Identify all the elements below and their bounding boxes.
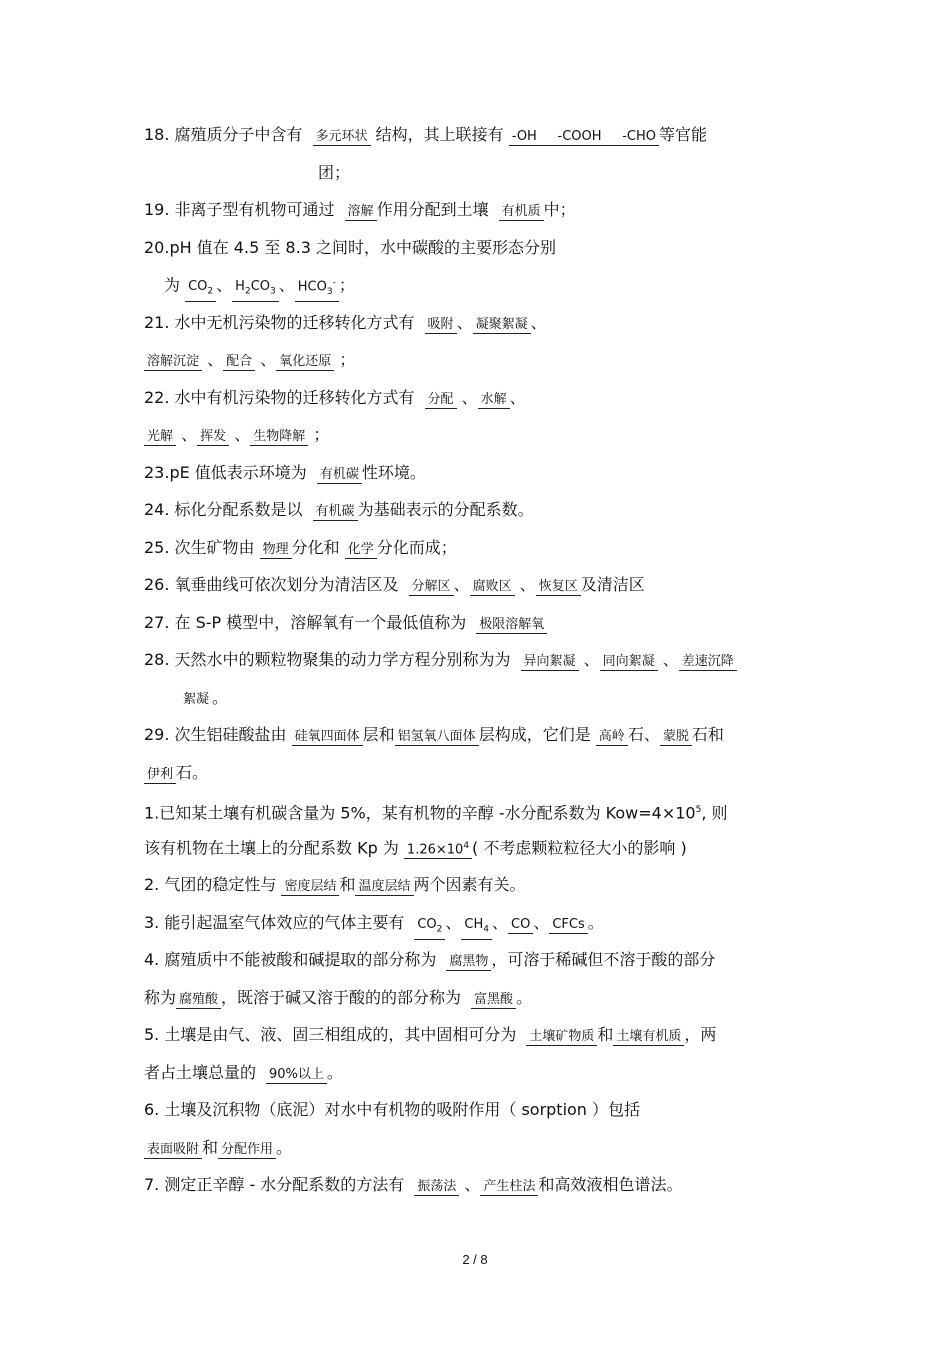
q21-line2: 溶解沉淀 、 配合 、 氧化还原 ； [144, 350, 820, 371]
answer-blank: 硅氧四面体 [292, 728, 363, 746]
answer-blank: 分配 [425, 391, 457, 409]
p2-q6-line1: 6. 土壤及沉积物（底泥）对水中有机物的吸附作用（ sorption ）包括 [144, 1100, 641, 1119]
answer-blank: 同向絮凝 [600, 653, 658, 671]
answer-blank: 凝聚絮凝 [473, 316, 531, 334]
answer-blank: 溶解沉淀 [144, 353, 202, 371]
answer-blank: 有机碳 [317, 466, 362, 484]
q28-line2: 絮凝 。 [180, 688, 820, 708]
answer-blank: 温度层结 [355, 878, 413, 896]
answer-blank: 90%以上 [266, 1066, 327, 1084]
answer-blank: 恢复区 [536, 578, 581, 596]
p2-q2: 2. 气团的稳定性与 密度层结 和 温度层结 两个因素有关。 [144, 875, 526, 894]
q19: 19. 非离子型有机物可通过 溶解 作用分配到土壤 有机质 中； [144, 200, 576, 219]
answer-blank: $HCO_3^-$ [295, 275, 339, 302]
answer-blank: CFCs [549, 916, 587, 934]
answer-blank: 溶解 [345, 203, 377, 221]
p2-q5-line2: 者占土壤总量的 90%以上 。 [144, 1063, 343, 1082]
p2-q4-line2: 称为 腐殖酸 ，既溶于碱又溶于酸的的部分称为 富黑酸 。 [144, 988, 533, 1007]
answer-blank: $CO_2$ [414, 916, 445, 940]
p2-q4-line1: 4. 腐殖质中不能被酸和碱提取的部分称为 腐黑物 ，可溶于稀碱但不溶于酸的部分 [144, 950, 716, 969]
q18-line1: 18. 腐殖质分子中含有 多元环状 结构，其上联接有 -OH -COOH -CHO 等官能 [144, 125, 707, 144]
answer-blank: 挥发 [197, 428, 229, 446]
q27: 27. 在 S-P 模型中，溶解氧有一个最低值称为 极限溶解氧 [144, 613, 820, 634]
q21-line1: 21. 水中无机污染物的迁移转化方式有 吸附 、 凝聚絮凝 、 [144, 313, 547, 332]
answer-blank: 絮凝 [183, 692, 210, 707]
page-number: 2 / 8 [462, 1252, 488, 1267]
q18-line2: 团； [318, 163, 351, 182]
answer-blank: 极限溶解氧 [476, 616, 547, 634]
answer-blank: $1.26\times 10^4$ [404, 838, 472, 859]
answer-blank: $CO_2$ [185, 278, 216, 302]
answer-blank: 物理 [260, 541, 292, 559]
q29-line1: 29. 次生铝硅酸盐由 硅氧四面体 层和 铝氢氧八面体 层构成，它们是 高岭 石、 蒙脱 石和 [144, 725, 724, 744]
answer-blank: 有机质 [499, 203, 544, 221]
answer-blank: 异向絮凝 [521, 653, 579, 671]
answer-blank: 光解 [144, 428, 176, 446]
answer-blank: 分解区 [409, 578, 454, 596]
answer-blank: 蒙脱 [660, 728, 692, 746]
answer-blank: 振荡法 [414, 1178, 459, 1196]
answer-blank: 富黑酸 [471, 991, 516, 1009]
answer-blank: 配合 [223, 353, 255, 371]
answer-blank: 铝氢氧八面体 [395, 728, 479, 746]
p2-q3: 3. 能引起温室气体效应的气体主要有 $CO_2$ 、 $CH_4$ 、 CO 、 CFCs 。 [144, 913, 820, 940]
q28-line1: 28. 天然水中的颗粒物聚集的动力学方程分别称为为 异向絮凝 、 同向絮凝 、 差速沉降 [144, 650, 820, 671]
answer-blank: 水解 [478, 391, 510, 409]
answer-blank: 生物降解 [250, 428, 308, 446]
answer-blank: 差速沉降 [679, 653, 737, 671]
answer-blank: 腐黑物 [446, 953, 491, 971]
answer-blank: $CH_4$ [461, 916, 492, 940]
q24: 24. 标化分配系数是以 有机碳 为基础表示的分配系数。 [144, 500, 534, 519]
p2-q1-line2: 该有机物在土壤上的分配系数 Kp 为 $1.26\times 10^4$ ( 不考虑颗粒粒径大小的影响 ) [144, 838, 687, 858]
answer-blank: 氧化还原 [276, 353, 334, 371]
answer-blank: 有机碳 [313, 503, 358, 521]
p2-q6-line2: 表面吸附 和 分配作用 。 [144, 1138, 820, 1159]
p2-q5-line1: 5. 土壤是由气、液、固三相组成的，其中固相可分为 土壤矿物质 和 土壤有机质 ，两 [144, 1025, 717, 1044]
answer-blank: 化学 [345, 541, 377, 559]
answer-blank: 土壤有机质 [613, 1028, 684, 1046]
answer-blank: 分配作用 [218, 1141, 276, 1159]
answer-blank: 腐殖酸 [176, 991, 221, 1009]
answer-blank: CO [508, 916, 533, 934]
q20-line2: 为 $CO_2$ 、 $H_2CO_3$ 、 $HCO_3^-$ ； [164, 275, 820, 302]
q25: 25. 次生矿物由 物理 分化和 化学 分化而成； [144, 538, 457, 557]
answer-blank: 土壤矿物质 [526, 1028, 597, 1046]
q29-line2: 伊利 石。 [144, 763, 820, 784]
q26: 26. 氧垂曲线可依次划分为清洁区及 分解区 、 腐败区 、 恢复区 及清洁区 [144, 575, 645, 594]
answer-blank: 吸附 [425, 316, 457, 334]
p2-q7: 7. 测定正辛醇 - 水分配系数的方法有 振荡法 、 产生柱法 和高效液相色谱法。 [144, 1175, 683, 1194]
q20-line1: 20.pH 值在 4.5 至 8.3 之间时，水中碳酸的主要形态分别 [144, 238, 556, 257]
answer-blank: 产生柱法 [480, 1178, 538, 1196]
q23: 23.pE 值低表示环境为 有机碳 性环境。 [144, 463, 426, 482]
q22-line1: 22. 水中有机污染物的迁移转化方式有 分配 、 水解 、 [144, 388, 526, 407]
answer-blank: 高岭 [596, 728, 628, 746]
answer-blank: 多元环状 [313, 128, 371, 146]
p2-q1-line1: 1.已知某土壤有机碳含量为 5%，某有机物的辛醇 -水分配系数为 $Kow=4\times 10^5$, 则 [144, 803, 728, 823]
answer-blank: $H_2CO_3$ [232, 278, 279, 302]
answer-blank: 伊利 [144, 766, 176, 784]
answer-blank: -OH -COOH -CHO [509, 128, 659, 146]
answer-blank: 腐败区 [470, 578, 515, 596]
answer-blank: 表面吸附 [144, 1141, 202, 1159]
answer-blank: 密度层结 [281, 878, 339, 896]
q22-line2: 光解 、 挥发 、 生物降解 ； [144, 425, 820, 446]
